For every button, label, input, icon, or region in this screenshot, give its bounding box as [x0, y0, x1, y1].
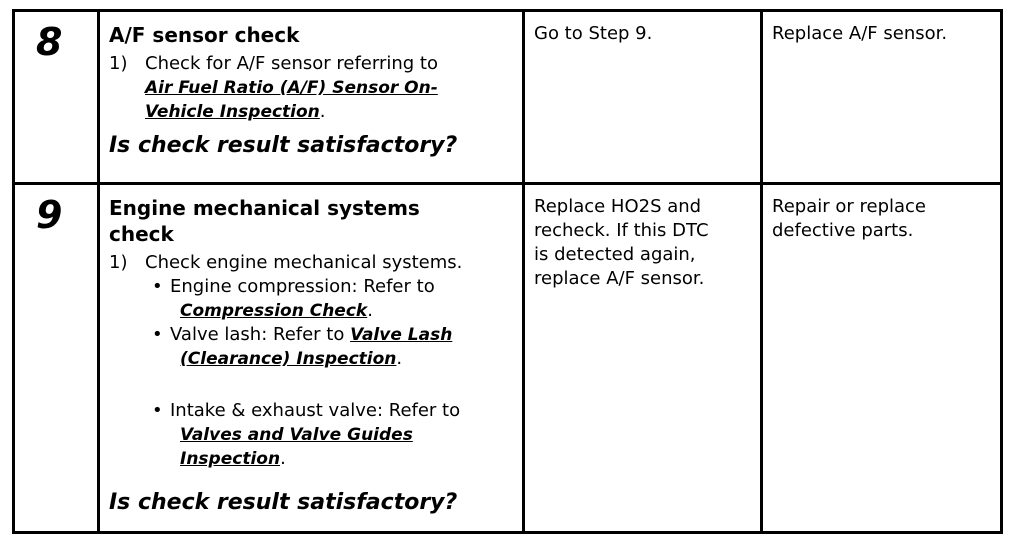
bullet-text: Valve lash: Refer to: [170, 324, 345, 345]
bullet-icon: •: [152, 276, 163, 297]
valves-guides-link[interactable]: Valves and Valve Guides: [180, 425, 413, 445]
yes-cell: [524, 184, 762, 533]
no-cell: [762, 184, 1002, 533]
yes-result-line: Replace HO2S and: [534, 196, 702, 217]
check-question: Is check result satisfactory?: [109, 133, 458, 158]
bullet-text: Intake & exhaust valve: Refer to: [170, 400, 461, 421]
step-title: A/F sensor check: [109, 23, 300, 47]
compression-check-link[interactable]: Compression Check: [180, 301, 368, 321]
step-title: Engine mechanical systems: [109, 196, 420, 220]
item-number: 1): [109, 53, 128, 74]
sub-check-list: [145, 275, 514, 471]
action-item: [109, 52, 514, 124]
step-number-cell: [14, 11, 99, 184]
valve-lash-link[interactable]: Valve Lash: [350, 325, 453, 345]
period: .: [396, 348, 403, 369]
yes-result-line: replace A/F sensor.: [534, 268, 705, 289]
action-item: [109, 251, 514, 471]
table-row: [14, 184, 1002, 533]
check-question: Is check result satisfactory?: [109, 490, 458, 515]
valve-lash-link-cont[interactable]: (Clearance) Inspection: [180, 349, 397, 369]
yes-result: Go to Step 9.: [534, 23, 653, 44]
step-number: 8: [36, 20, 63, 64]
table-row: [14, 11, 1002, 184]
step-number: 9: [36, 193, 63, 237]
af-sensor-inspection-link[interactable]: Air Fuel Ratio (A/F) Sensor On-: [145, 78, 438, 98]
list-item: [152, 275, 514, 323]
step-number-cell: [14, 184, 99, 533]
valves-guides-link-cont[interactable]: Inspection: [180, 449, 281, 469]
period: .: [280, 448, 286, 469]
list-item: [152, 399, 514, 471]
action-cell: [99, 11, 524, 184]
item-body: [145, 52, 514, 124]
diagnostic-steps-table: [12, 9, 1003, 534]
no-result-line: defective parts.: [772, 220, 914, 241]
item-number: 1): [109, 252, 128, 273]
bullet-icon: •: [152, 324, 163, 345]
no-result: Replace A/F sensor.: [772, 23, 948, 44]
yes-cell: [524, 11, 762, 184]
list-item: [152, 323, 514, 371]
af-sensor-inspection-link-cont[interactable]: Vehicle Inspection: [145, 102, 320, 122]
item-text: Check engine mechanical systems.: [145, 252, 463, 273]
no-result-line: Repair or replace: [772, 196, 926, 217]
item-text: Check for A/F sensor referring to: [145, 53, 438, 74]
yes-result-line: is detected again,: [534, 244, 696, 265]
action-cell: [99, 184, 524, 533]
bullet-text: Engine compression: Refer to: [170, 276, 435, 297]
period: .: [319, 101, 326, 122]
period: .: [367, 300, 373, 321]
bullet-icon: •: [152, 400, 163, 421]
step-title-cont: check: [109, 222, 174, 246]
item-body: [145, 251, 514, 471]
yes-result-line: recheck. If this DTC: [534, 220, 709, 241]
no-cell: [762, 11, 1002, 184]
